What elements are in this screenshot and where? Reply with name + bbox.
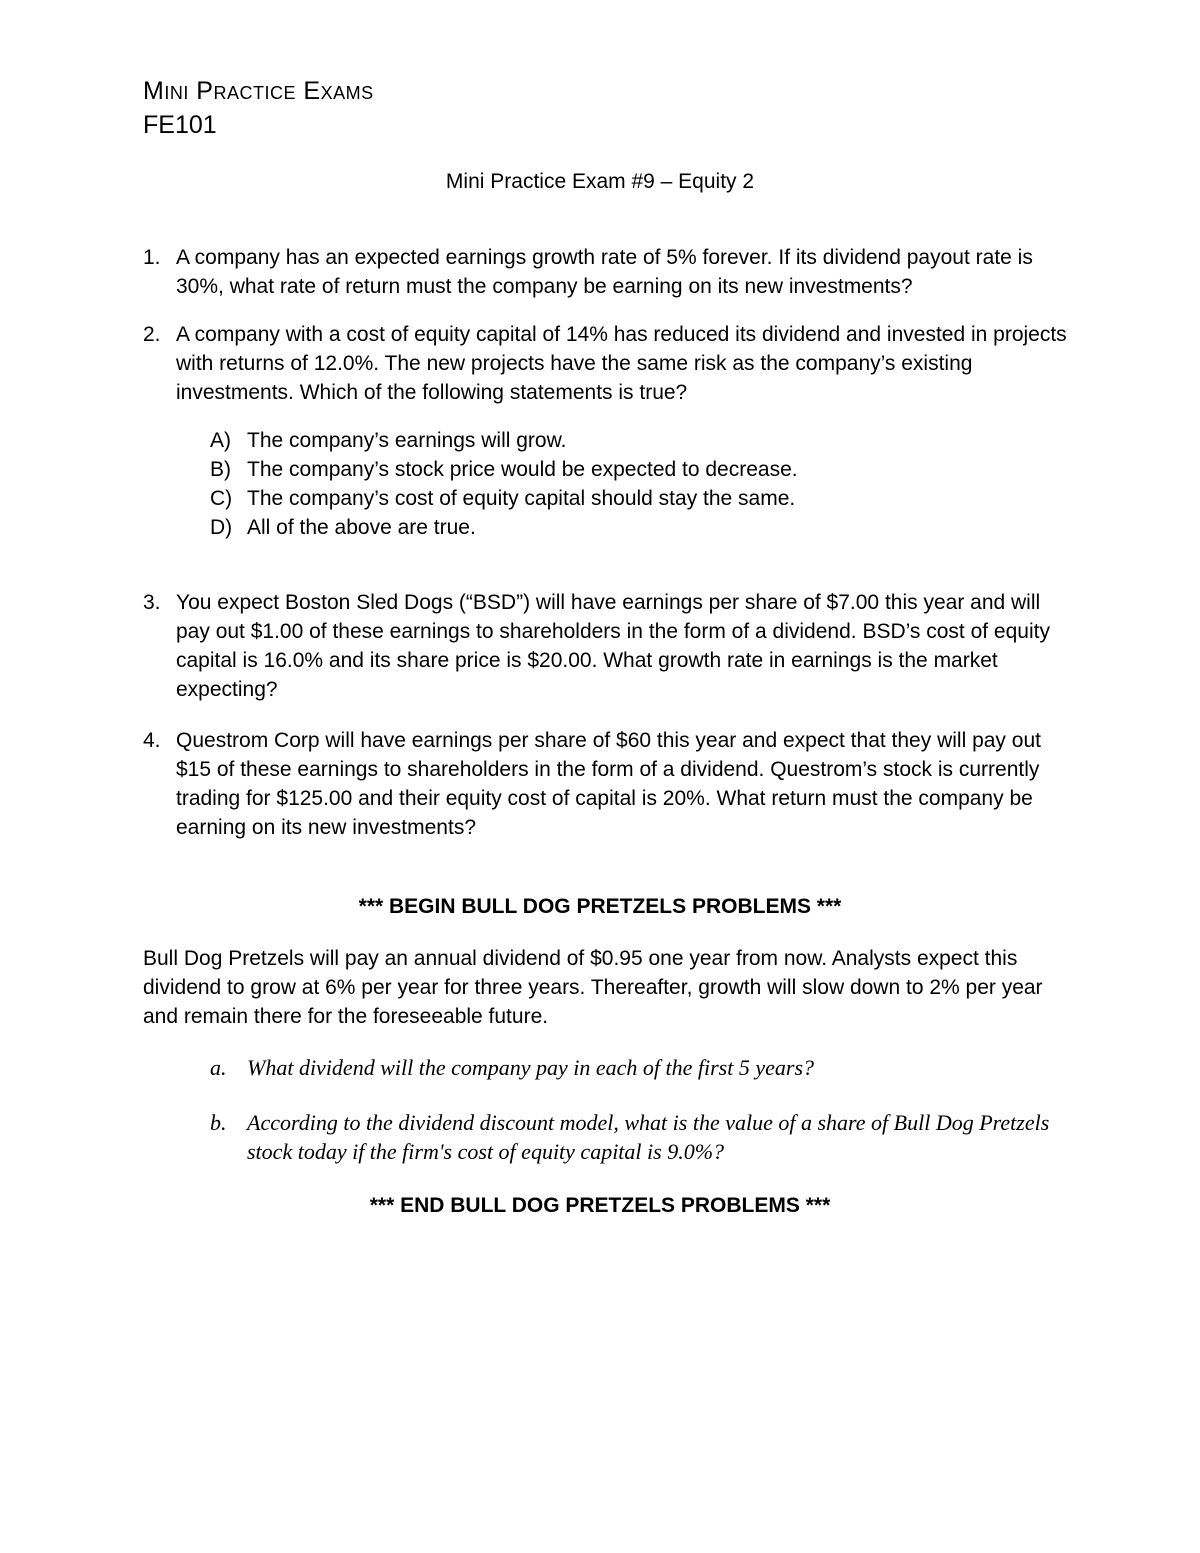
course-series-header: Mini Practice Exams xyxy=(143,77,374,105)
option-text: The company’s cost of equity capital should stay the same. xyxy=(247,487,796,510)
question-number: 1. xyxy=(143,246,161,269)
begin-problems-banner: *** BEGIN BULL DOG PRETZELS PROBLEMS *** xyxy=(358,895,842,918)
course-code-header: FE101 xyxy=(143,111,217,139)
option-text: The company’s earnings will grow. xyxy=(247,429,567,452)
bulldog-part-b xyxy=(210,1108,1070,1166)
end-problems-banner: *** END BULL DOG PRETZELS PROBLEMS *** xyxy=(369,1194,831,1217)
part-letter: b. xyxy=(210,1110,227,1135)
option-text: The company’s stock price would be expected to decrease. xyxy=(247,458,798,481)
option-text: All of the above are true. xyxy=(247,516,476,539)
option-letter: C) xyxy=(210,487,233,510)
option-c xyxy=(210,484,1070,513)
option-letter: A) xyxy=(210,429,231,452)
bulldog-intro: Bull Dog Pretzels will pay an annual dividend of $0.95 one year from now. Analysts expect this dividend to grow at 6% per year for three years. Thereafter, growth will slow down to 2% per year and remain there for the foreseeable future. xyxy=(143,947,1043,1028)
question-number: 2. xyxy=(143,323,161,346)
question-text: A company with a cost of equity capital of 14% has reduced its dividend and invested in projects with returns of 12.0%. The new projects have the same risk as the company’s existing investments. Which of the following statements is true? xyxy=(176,323,1067,404)
option-b xyxy=(210,455,1070,484)
question-text: Questrom Corp will have earnings per share of $60 this year and expect that they will pay out $15 of these earnings to shareholders in the form of a dividend. Questrom’s stock is currently trading for $125.00 and their equity cost of capital is 20%. What return must the company be earning on its new investments? xyxy=(176,729,1041,839)
option-d xyxy=(210,513,1070,542)
part-text: What dividend will the company pay in each of the first 5 years? xyxy=(247,1055,815,1080)
option-letter: B) xyxy=(210,458,231,481)
option-a xyxy=(210,426,1070,455)
question-text: A company has an expected earnings growth rate of 5% forever. If its dividend payout rate is 30%, what rate of return must the company be earning on its new investments? xyxy=(176,246,1033,298)
question-text: You expect Boston Sled Dogs (“BSD”) will have earnings per share of $7.00 this year and will pay out $1.00 of these earnings to shareholders in the form of a dividend. BSD’s cost of equity capital is 16.0% and its share price is $20.00. What growth rate in earnings is the market expecting? xyxy=(176,591,1050,701)
exam-title: Mini Practice Exam #9 – Equity 2 xyxy=(445,170,755,193)
option-letter: D) xyxy=(210,516,233,539)
question-4 xyxy=(143,726,1073,842)
question-number: 4. xyxy=(143,729,161,752)
question-1 xyxy=(143,243,1073,301)
question-2-options xyxy=(210,426,1070,542)
question-3 xyxy=(143,588,1073,704)
bulldog-part-a xyxy=(210,1053,1070,1082)
part-text: According to the dividend discount model, what is the value of a share of Bull Dog Pretzels stock today if the firm's cost of equity capital is 9.0%? xyxy=(247,1110,1050,1164)
question-2 xyxy=(143,320,1073,407)
question-number: 3. xyxy=(143,591,161,614)
part-letter: a. xyxy=(210,1055,227,1080)
